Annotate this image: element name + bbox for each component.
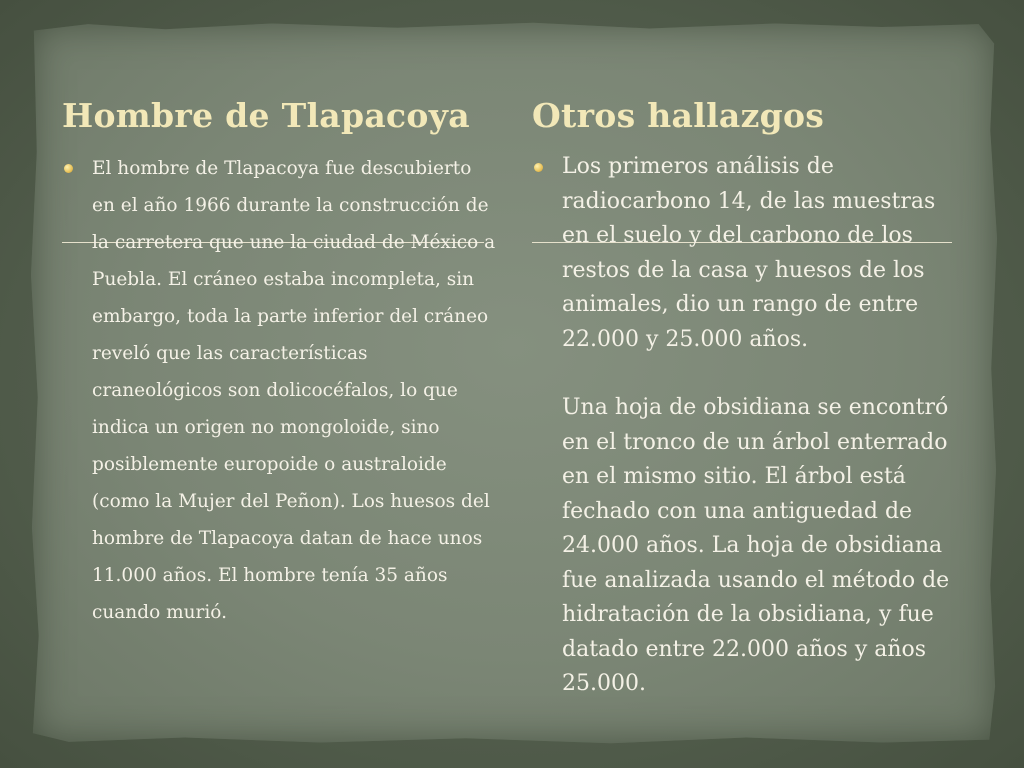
list-item	[62, 150, 500, 631]
right-body-text-2: Una hoja de obsidiana se encontró en el tronco de un árbol enterrado en el mismo sitio. El árbol está fechado con una antiguedad de 24.000 años. La hoja de obsidiana fue analizada usando el método de hidratación de la obsidiana, y fue datado entre 22.000 años y años 25.000.	[562, 395, 950, 696]
bullet-icon	[64, 164, 73, 173]
left-body-text: El hombre de Tlapacoya fue descubierto en el año 1966 durante la construcción de la carretera que une la ciudad de México a Puebla. El cráneo estaba incompleta, sin embargo, toda la parte inferior del cráneo reveló que las características craneológicos son dolicocéfalos, lo que indica un origen no mongoloide, sino posiblemente europoide o australoide (como la Mujer del Peñon). Los huesos del hombre de Tlapacoya datan de hace unos 11.000 años. El hombre tenía 35 años cuando murió.	[92, 158, 496, 623]
left-column	[62, 150, 500, 631]
right-column	[532, 150, 966, 702]
left-heading: Hombre de Tlapacoya	[62, 96, 470, 135]
right-heading: Otros hallazgos	[532, 96, 825, 135]
bullet-icon	[534, 163, 543, 172]
list-item	[532, 150, 966, 702]
right-body-text-1: Los primeros análisis de radiocarbono 14, de las muestras en el suelo y del carbono de los restos de la casa y huesos de los animales, dio un rango de entre 22.000 y 25.000 años.	[562, 154, 936, 352]
